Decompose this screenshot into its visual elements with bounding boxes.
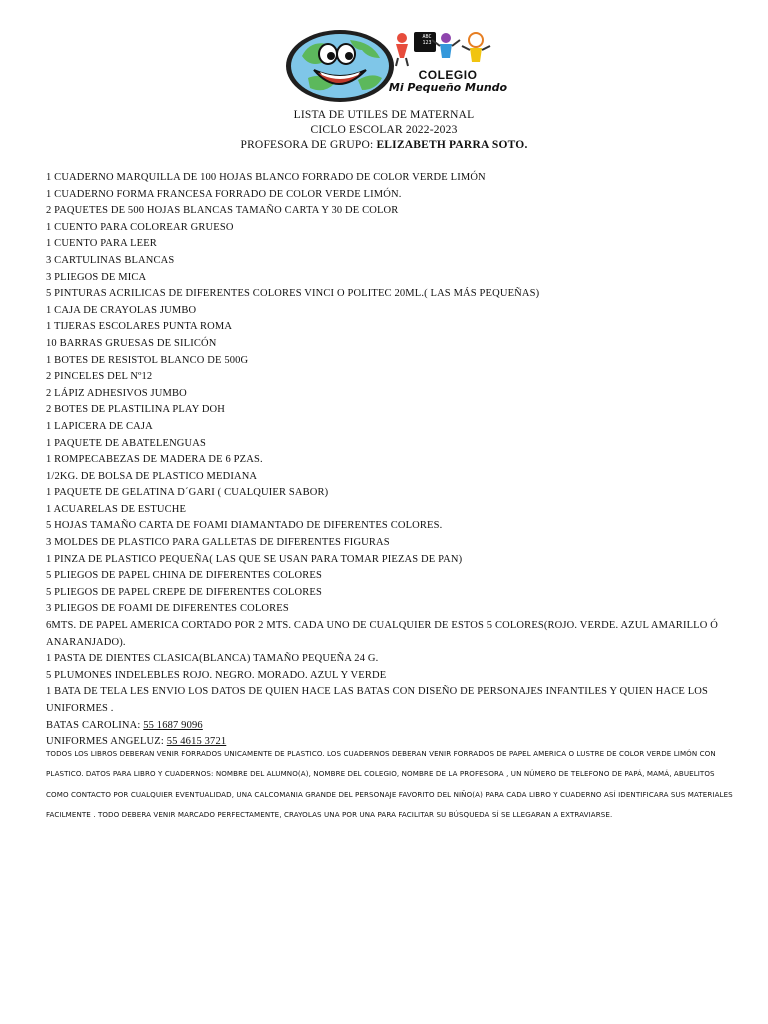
list-item: 3 PLIEGOS DE FOAMI DE DIFERENTES COLORES [46,603,289,615]
list-item: 2 LÁPIZ ADHESIVOS JUMBO [46,387,187,399]
list-item: 2 BOTES DE PLASTILINA PLAY DOH [46,404,226,416]
list-item: 3 MOLDES DE PLASTICO PARA GALLETAS DE DIFERENTES FIGURAS [46,537,390,549]
list-item: 1 LAPICERA DE CAJA [46,420,153,432]
list-item: 1 ACUARELAS DE ESTUCHE [46,503,187,515]
school-name [388,68,508,94]
document-title: LISTA DE UTILES DE MATERNAL [293,109,475,121]
list-item: 3 CARTULINAS BLANCAS [46,254,175,266]
list-item: 1 CAJA DE CRAYOLAS JUMBO [46,304,197,316]
logo-line-2: Mi Pequeño Mundo [388,81,508,94]
list-item: 1 PAQUETE DE GELATINA D´GARI ( CUALQUIER SABOR) [46,487,329,499]
document-header [0,108,768,153]
list-item: 1 ROMPECABEZAS DE MADERA DE 6 PZAS. [46,454,263,466]
list-item: 1 PASTA DE DIENTES CLASICA(BLANCA) TAMAÑO PEQUEÑA 24 G. [46,653,379,665]
school-logo [280,28,510,106]
list-item: 1/2KG. DE BOLSA DE PLASTICO MEDIANA [46,470,258,482]
batas-label: BATAS CAROLINA: [46,719,144,731]
batas-phone: 55 1687 9096 [143,719,203,731]
globe-mascot-icon [280,28,510,106]
list-item: 2 PAQUETES DE 500 HOJAS BLANCAS TAMAÑO CARTA Y 30 DE COLOR [46,205,399,217]
list-item: 5 PLIEGOS DE PAPEL CHINA DE DIFERENTES COLORES [46,570,322,582]
list-item: 1 PAQUETE DE ABATELENGUAS [46,437,206,449]
uniformes-phone: 55 4615 3721 [166,736,227,748]
list-item: 3 PLIEGOS DE MICA [46,271,147,283]
abc-badge: ABC 123 [422,34,432,46]
list-item: 5 PLIEGOS DE PAPEL CREPE DE DIFERENTES COLORES [46,586,322,598]
logo-line-1: COLEGIO [418,68,478,82]
list-item: 1 BATA DE TELA LES ENVIO LOS DATOS DE QUIEN HACE LAS BATAS CON DISEÑO DE PERSONAJES INFANTILES Y QUIEN HACE LOS UNIFORMES . [46,686,708,714]
list-item: 1 PINZA DE PLASTICO PEQUEÑA( LAS QUE SE USAN PARA TOMAR PIEZAS DE PAN) [46,553,463,565]
list-item: 2 PINCELES DEL Nº12 [46,371,153,383]
list-item: 5 HOJAS TAMAÑO CARTA DE FOAMI DIAMANTADO DE DIFERENTES COLORES. [46,520,443,532]
list-item: 1 TIJERAS ESCOLARES PUNTA ROMA [46,321,233,333]
supplies-list [46,170,736,751]
list-item: 1 BOTES DE RESISTOL BLANCO DE 500G [46,354,249,366]
teacher-line [0,138,768,153]
school-cycle: CICLO ESCOLAR 2022-2023 [310,124,458,136]
uniformes-label: UNIFORMES ANGELUZ: [46,736,167,748]
list-item: 10 BARRAS GRUESAS DE SILICÓN [46,337,217,349]
list-item: 1 CUADERNO FORMA FRANCESA FORRADO DE COLOR VERDE LIMÓN. [46,188,402,200]
list-item: 1 CUADERNO MARQUILLA DE 100 HOJAS BLANCO FORRADO DE COLOR VERDE LIMÓN [46,172,486,183]
teacher-name: ELIZABETH PARRA SOTO. [376,139,528,151]
list-item: 5 PINTURAS ACRILICAS DE DIFERENTES COLORES VINCI O POLITEC 20ML.( LAS MÁS PEQUEÑAS) [46,288,540,300]
teacher-label: PROFESORA DE GRUPO: [240,139,374,151]
batas-contact [46,718,736,735]
notes-paragraph: TODOS LOS LIBROS DEBERAN VENIR FORRADOS UNICAMENTE DE PLASTICO. LOS CUADERNOS DEBERAN VENIR FORRADOS DE PAPEL AMERICA O LUSTRE DE COLOR VERDE LIMÓN CON PLASTICO. DATOS PARA LIBRO Y CUADERNOS: NOMBRE DEL ALUMNO(A), NOMBRE DEL COLEGIO, NOMBRE DE LA PROFESORA , UN NÚMERO DE TELEFONO DE PAPÁ, MAMÁ, ABUELITOS COMO CONTACTO POR CUALQUIER EVENTUALIDAD, UNA CALCOMANIA GRANDE DEL PERSONAJE FAVORITO DEL NIÑO(A) PARA CADA LIBRO Y CUADERNO ASÍ IDENTIFICARA SUS MATERIALES FACILMENTE . TODO DEBERA VENIR MARCADO PERFECTAMENTE, CRAYOLAS UNA POR UNA PARA FACILITAR SU BÚSQUEDA SÍ SE LLEGARAN A EXTRAVIARSE. [46,749,733,820]
list-item: 5 PLUMONES INDELEBLES ROJO. NEGRO. MORADO. AZUL Y VERDE [46,669,387,681]
list-item: 1 CUENTO PARA COLOREAR GRUESO [46,221,234,233]
list-item: 6MTS. DE PAPEL AMERICA CORTADO POR 2 MTS. CADA UNO DE CUALQUIER DE ESTOS 5 COLORES(ROJO. VERDE. AZUL AMARILLO Ó ANARANJADO). [46,620,718,648]
list-item: 1 CUENTO PARA LEER [46,238,157,250]
